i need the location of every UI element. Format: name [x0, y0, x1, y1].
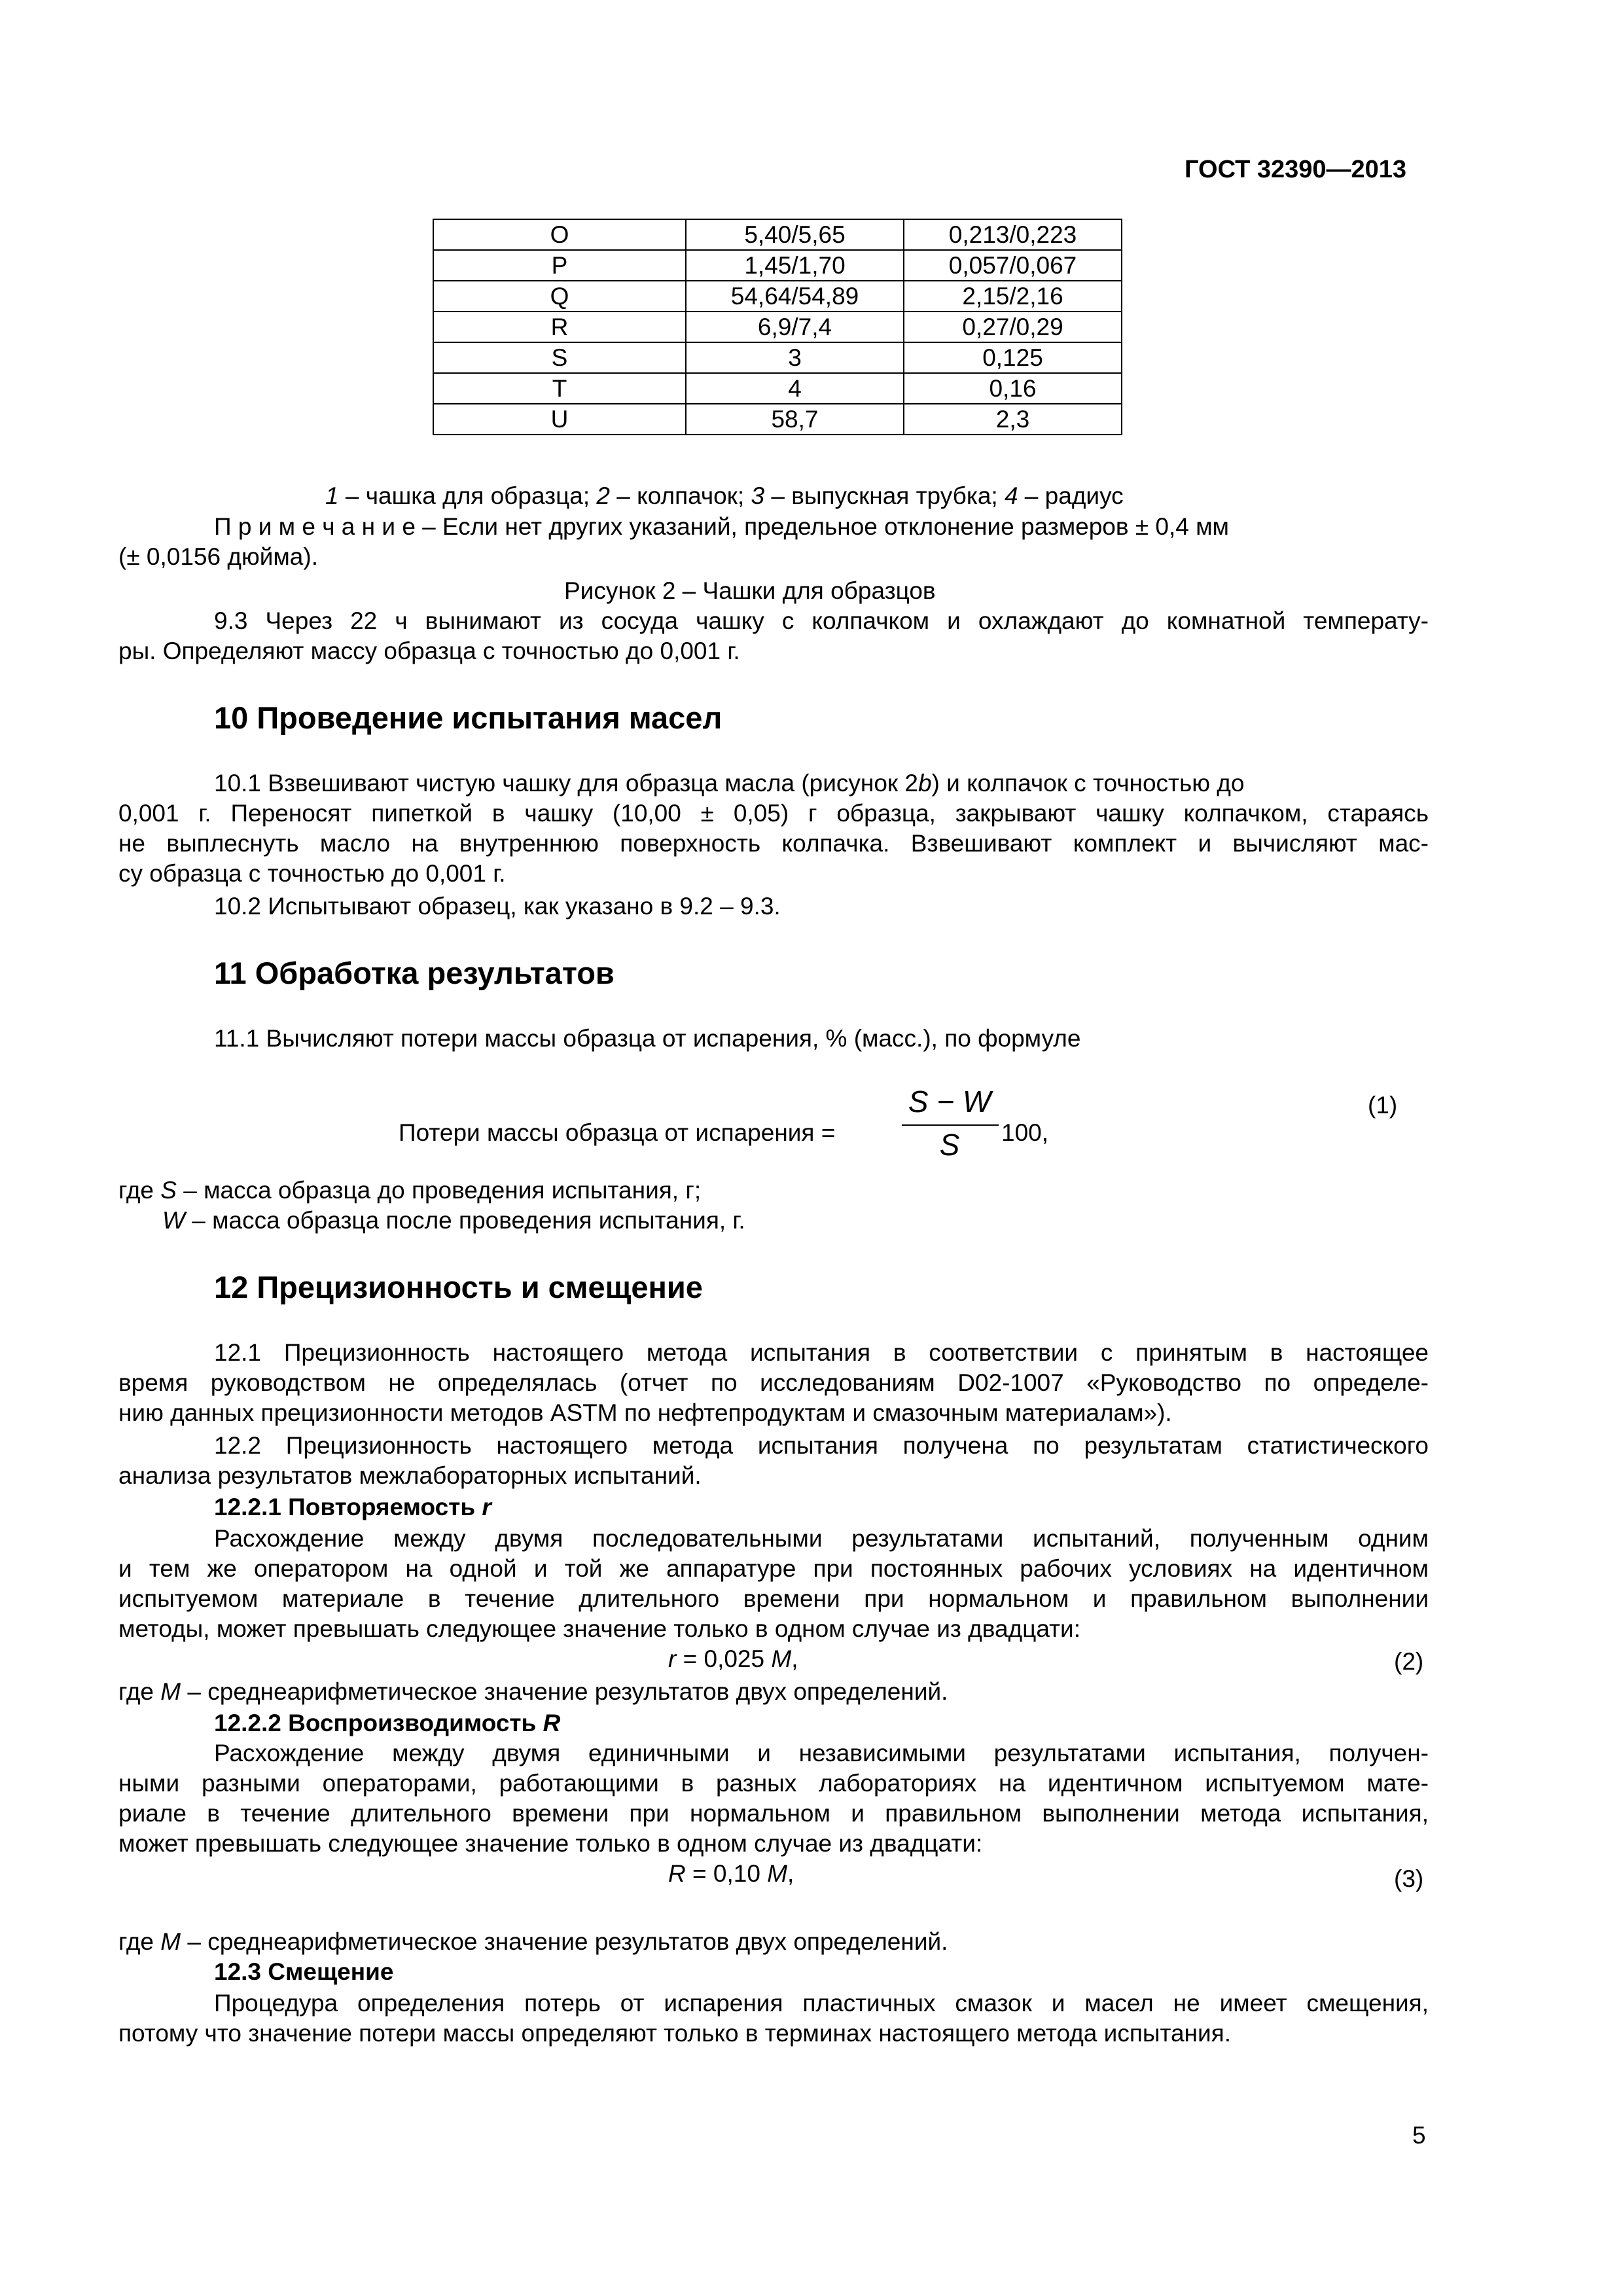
table-cell: 54,64/54,89 — [686, 281, 904, 312]
table-cell: P — [433, 250, 686, 281]
repeatability-line3: испытуемом материале в течение длительного времени при нормальном и правильном выполнении — [118, 1585, 1429, 1612]
table-cell: 0,16 — [904, 373, 1122, 404]
where-s: где S – масса образца до проведения испытания, г; — [118, 1177, 702, 1204]
note-text: – Если нет других указаний, предельное отклонение размеров ± 0,4 мм — [415, 513, 1229, 540]
para-12-1-line1: 12.1 Прецизионность настоящего метода испытания в соответствии с принятым в настоящее — [214, 1339, 1429, 1366]
table-cell: U — [433, 404, 686, 435]
para-12-1-line3: нию данных прецизионности методов ASTM по нефтепродуктам и смазочным материалам»). — [118, 1399, 1172, 1426]
para-10-1-text-a: 10.1 Взвешивают чистую чашку для образца масла (рисунок 2b) и колпачок с точностью до — [214, 770, 1245, 797]
section-12-title: 12 Прецизионность и смещение — [214, 1270, 703, 1304]
note — [214, 512, 1229, 542]
para-12-2-line1: 12.2 Прецизионность настоящего метода испытания получена по результатам статистического — [214, 1432, 1429, 1459]
para-12-1-line2: время руководством не определялась (отчет по исследованиям D02-1007 «Руководство по определе- — [118, 1369, 1429, 1396]
reproducibility-line2: ными разными операторами, работающими в разных лабораториях на идентичном испытуемом мате- — [118, 1770, 1429, 1797]
bias-line2: потому что значение потери массы определяют только в терминах настоящего метода испытания. — [118, 2020, 1231, 2047]
legend-num-4: 4 — [1004, 482, 1018, 509]
page-number: 5 — [1412, 2122, 1426, 2149]
table-cell: 2,3 — [904, 404, 1122, 435]
heading-12-2-1: 12.2.1 Повторяемость r — [214, 1494, 491, 1520]
para-10-1-line1 — [214, 768, 1429, 798]
table-cell: R — [433, 312, 686, 342]
heading-12-2-2: 12.2.2 Воспроизводимость R — [214, 1710, 561, 1736]
section-11-title: 11 Обработка результатов — [214, 956, 615, 990]
legend-num-1: 1 — [325, 482, 339, 509]
table-cell: T — [433, 373, 686, 404]
para-10-2: 10.2 Испытывают образец, как указано в 9.2 – 9.3. — [214, 893, 781, 920]
para-10-1-line4: су образца с точностью до 0,001 г. — [118, 860, 506, 887]
table-cell: 6,9/7,4 — [686, 312, 904, 342]
formula-1-numerator: S − W — [908, 1085, 991, 1119]
table-cell: 58,7 — [686, 404, 904, 435]
table-cell: O — [433, 219, 686, 250]
bias-line1: Процедура определения потерь от испарения пластичных смазок и масел не имеет смещения, — [214, 1990, 1429, 2017]
table-row — [433, 250, 1122, 281]
formula-1-fraction-bar — [902, 1124, 999, 1126]
heading-12-3: 12.3 Смещение — [214, 1958, 394, 1985]
legend-text-3: – выпускная трубка; — [764, 482, 1005, 509]
figure-legend — [325, 481, 1124, 511]
section-10-title: 10 Проведение испытания масел — [214, 700, 722, 735]
formula-2: r = 0,025 M, — [668, 1645, 798, 1672]
table-cell: 4 — [686, 373, 904, 404]
reproducibility-line3: риале в течение длительного времени при нормальном и правильном выполнении метода испытания, — [118, 1800, 1429, 1827]
formula-1-number: (1) — [1368, 1092, 1398, 1119]
para-10-1-line2: 0,001 г. Переносят пипеткой в чашку (10,00 ± 0,05) г образца, закрывают чашку колпачком, стараясь — [118, 800, 1429, 827]
table-row — [433, 404, 1122, 435]
table-row — [433, 312, 1122, 342]
table-row — [433, 281, 1122, 312]
reproducibility-line1: Расхождение между двумя единичными и независимыми результатами испытания, получен- — [214, 1740, 1429, 1767]
para-9-3-line1: 9.3 Через 22 ч вынимают из сосуда чашку с колпачком и охлаждают до комнатной температу- — [214, 607, 1429, 634]
legend-text-4: – радиус — [1018, 482, 1124, 509]
repeatability-line4: методы, может превышать следующее значение только в одном случае из двадцати: — [118, 1615, 1080, 1642]
where-w: W – масса образца после проведения испытания, г. — [162, 1207, 745, 1234]
formula-3: R = 0,10 M, — [668, 1860, 794, 1887]
formula-1-tail: 100, — [1001, 1119, 1049, 1146]
repeatability-line2: и тем же оператором на одной и той же аппаратуре при постоянных рабочих условиях на идентичном — [118, 1555, 1429, 1582]
table-cell: 0,213/0,223 — [904, 219, 1122, 250]
table-cell: 5,40/5,65 — [686, 219, 904, 250]
legend-num-2: 2 — [596, 482, 610, 509]
dimensions-table — [433, 219, 1122, 435]
note-continuation: (± 0,0156 дюйма). — [118, 543, 318, 570]
repeatability-line1: Расхождение между двумя последовательными результатами испытаний, полученным одним — [214, 1525, 1429, 1552]
table-row — [433, 373, 1122, 404]
legend-num-3: 3 — [751, 482, 765, 509]
table-cell: Q — [433, 281, 686, 312]
legend-text-1: – чашка для образца; — [338, 482, 597, 509]
figure-caption: Рисунок 2 – Чашки для образцов — [564, 577, 936, 604]
reproducibility-line4: может превышать следующее значение только в одном случае из двадцати: — [118, 1830, 983, 1857]
formula-1-label: Потери массы образца от испарения = — [399, 1119, 836, 1146]
table-cell: S — [433, 342, 686, 373]
para-10-1-line3: не выплеснуть масло на внутреннюю поверхность колпачка. Взвешивают комплект и вычисляют мас- — [118, 830, 1429, 857]
table-cell: 0,27/0,29 — [904, 312, 1122, 342]
doc-code: ГОСТ 32390—2013 — [1185, 156, 1407, 183]
table-cell: 2,15/2,16 — [904, 281, 1122, 312]
legend-text-2: – колпачок; — [610, 482, 751, 509]
where-m-1: где M – среднеарифметическое значение результатов двух определений. — [118, 1678, 948, 1705]
where-m-2: где M – среднеарифметическое значение результатов двух определений. — [118, 1928, 948, 1955]
table-row — [433, 342, 1122, 373]
table-cell: 3 — [686, 342, 904, 373]
table-cell: 0,125 — [904, 342, 1122, 373]
para-12-2-line2: анализа результатов межлабораторных испытаний. — [118, 1462, 702, 1489]
formula-1-denominator: S — [939, 1128, 960, 1162]
note-label: П р и м е ч а н и е — [214, 513, 416, 540]
table-cell: 0,057/0,067 — [904, 250, 1122, 281]
formula-2-number: (2) — [1394, 1648, 1424, 1675]
formula-3-number: (3) — [1394, 1865, 1424, 1892]
table-cell: 1,45/1,70 — [686, 250, 904, 281]
table-row — [433, 219, 1122, 250]
para-11-1: 11.1 Вычисляют потери массы образца от испарения, % (масс.), по формуле — [214, 1025, 1081, 1052]
para-9-3-line2: ры. Определяют массу образца с точностью до 0,001 г. — [118, 637, 740, 664]
